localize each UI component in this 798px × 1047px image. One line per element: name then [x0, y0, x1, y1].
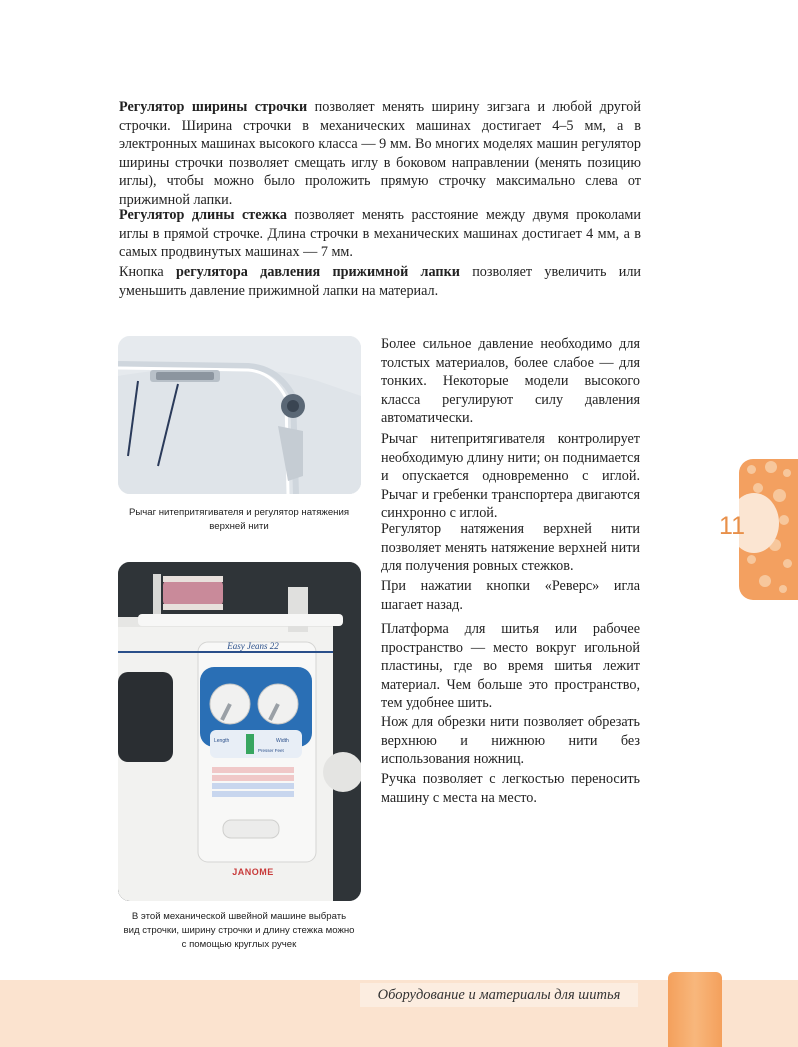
machine-width-label: Width	[276, 738, 289, 744]
term-stitch-length: Регулятор длины стежка	[119, 207, 287, 223]
machine-pressure-label: Presser Feet	[258, 748, 284, 753]
sewing-machine-illustration	[118, 562, 361, 901]
machine-model-label: Easy Jeans 22	[227, 641, 279, 651]
running-footer: Оборудование и материалы для шитья	[360, 983, 638, 1007]
term-stitch-width: Регулятор ширины строчки	[119, 99, 308, 115]
page-number: 11	[719, 512, 745, 540]
column-paragraph-cutter: Нож для обрезки нити позволяет обрезать верхнюю и нижнюю нити без использования ножниц.	[381, 714, 640, 768]
column-paragraph-tension: Регулятор натяжения верхней нити позволяет менять натяжение верхней нити для получения ровных стежков.	[381, 521, 640, 575]
thread-spool-decoration	[668, 972, 722, 1047]
paragraph-stitch-length: Регулятор длины стежка позволяет менять расстояние между двумя проколами иглы в прямой строчке. Длина строчки в механических машинах достигает 4 мм, а в самых продвинутых машинах — 7 мм.	[119, 207, 642, 261]
column-paragraph-take-up-lever: Рычаг нитепритягивателя контролирует необходимую длину нити; он поднимается и опускается одновременно с иглой. Рычаг и гребенки транспортера двигаются синхронно с иглой.	[381, 431, 640, 522]
paragraph-stitch-width: Регулятор ширины строчки позволяет менять ширину зигзага и любой другой строчки. Ширина строчки в механических машинах достигает 4–5 мм, а в электронных машинах высокого класса — 9 мм. Во многих моделях машин регулятор ширины строчки позволяет смещать иглу в боковом направлении (менять позицию иглы), чтобы можно было проложить прямую строчку максимально слева от прижимной лапки.	[119, 99, 641, 208]
photo-sewing-machine	[118, 562, 361, 901]
column-paragraph-handle: Ручка позволяет с легкостью переносить машину с места на место.	[381, 771, 640, 806]
take-up-lever-illustration	[118, 336, 361, 494]
column-paragraph-pressure: Более сильное давление необходимо для толстых материалов, более слабое — для тонких. Некоторые модели высокого класса регулируют силу давления автоматически.	[381, 336, 640, 427]
machine-brand-logo: JANOME	[232, 867, 274, 877]
column-paragraph-platform: Платформа для шитья или рабочее пространство — место вокруг игольной пластины, где во время шитья лежит материал. Чем больше это пространство, тем удобнее шить.	[381, 621, 640, 712]
machine-length-label: Length	[214, 738, 230, 744]
caption-sewing-machine: В этой механической швейной машине выбрать вид строчки, ширину строчки и длину стежка можно с помощью круглых ручек	[123, 911, 355, 950]
term-presser-foot: регулятора давления прижимной лапки	[176, 264, 460, 280]
paragraph-presser-foot: Кнопка регулятора давления прижимной лапки позволяет увеличить или уменьшить давление прижимной лапки на материал.	[119, 264, 641, 299]
column-paragraph-reverse: При нажатии кнопки «Реверс» игла шагает назад.	[381, 578, 640, 613]
caption-take-up-lever: Рычаг нитепритягивателя и регулятор натяжения верхней нити	[128, 507, 350, 532]
photo-take-up-lever	[118, 336, 361, 494]
